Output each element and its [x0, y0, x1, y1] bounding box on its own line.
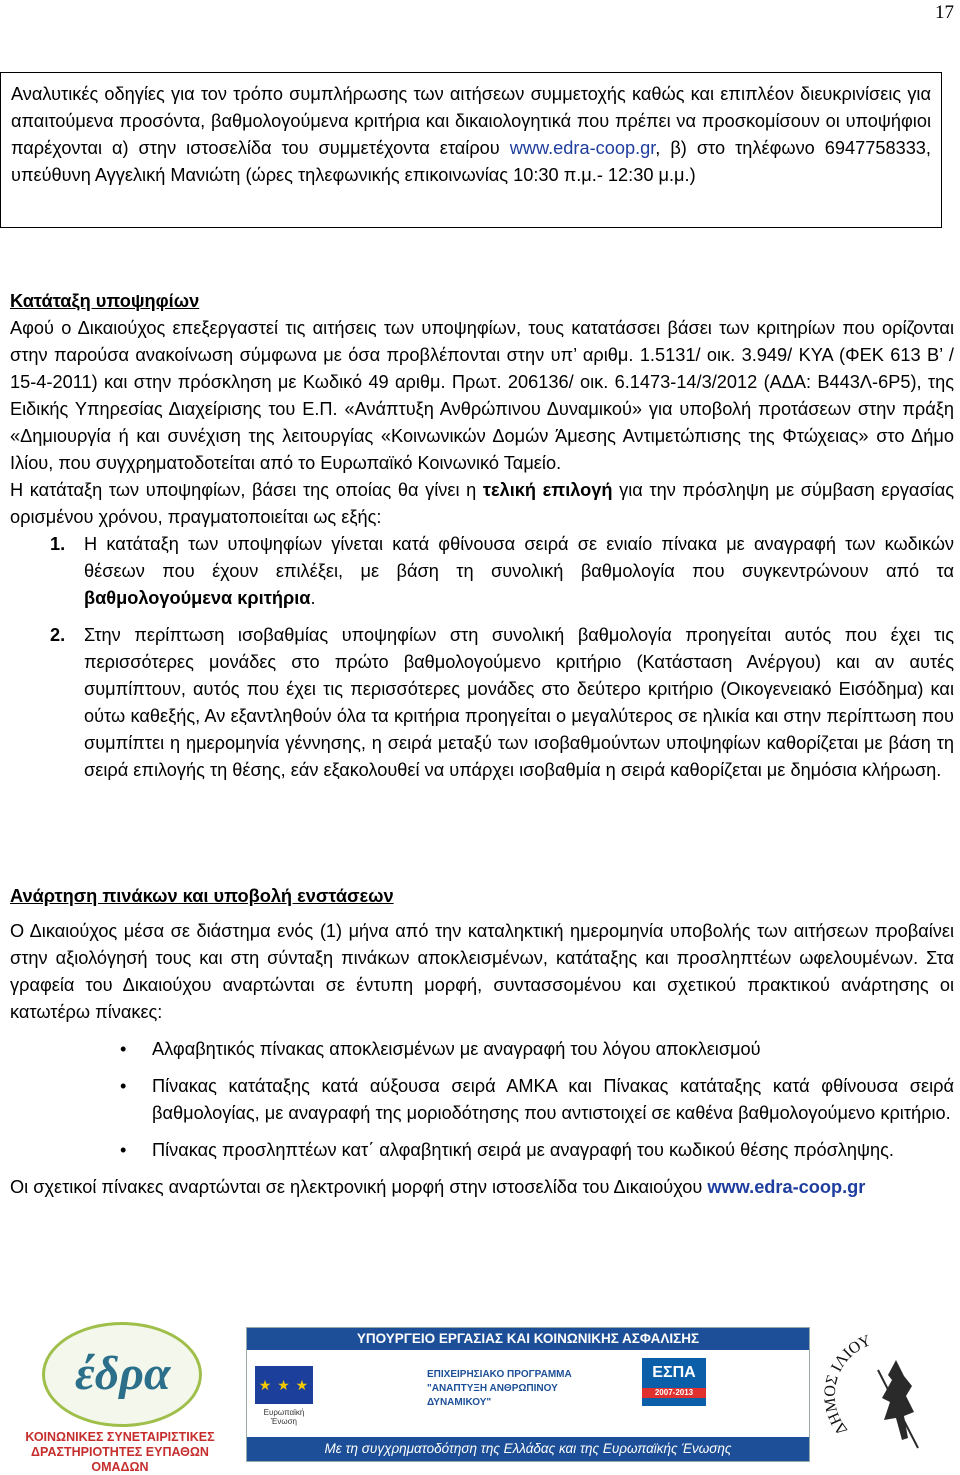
list-item — [10, 1073, 954, 1127]
footer-logos — [0, 1320, 960, 1475]
intro-box — [0, 72, 942, 228]
posting-paragraph: Ο Δικαιούχος μέσα σε διάστημα ενός (1) μήνα από την καταληκτική ημερομηνία υποβολής των αιτήσεων προβαίνει στην αξιολόγησή τους και στη σύνταξη πινάκων αποκλεισμένων, κατάταξης και προσληπτέων ωφελουμένων. Στα γραφεία του Δικαιούχου αναρτώνται σε έντυπη μορφή, συντασσομένου και σχετικού πρακτικού ανάρτησης οι κατωτέρω πίνακες: — [10, 921, 954, 1022]
tables-list — [10, 1036, 954, 1164]
list-item-text: Πίνακας προσληπτέων κατ΄ αλφαβητική σειρά με αναγραφή του κωδικού θέσης πρόσληψης. — [152, 1140, 894, 1160]
dimos-text: ΔΗΜΟΣ ΙΛΙΟΥ — [821, 1332, 874, 1438]
edra-website-link-bold[interactable]: www.edra-coop.gr — [707, 1177, 866, 1197]
intro-text-2: , β) στο τηλέφωνο 6947758333, υπεύθυνη Αγγελική Μανιώτη (ώρες τηλεφωνικής επικοινωνίας 10:30 π.μ.- 12:30 μ.μ.) — [11, 138, 931, 185]
edra-website-link[interactable]: www.edra-coop.gr — [509, 138, 656, 158]
dimos-arc-text — [822, 1332, 875, 1438]
bullet-icon: • — [120, 1140, 127, 1160]
final-selection-bold: τελική επιλογή — [482, 480, 613, 500]
dimos-iliou-logo — [818, 1320, 958, 1470]
list-item — [10, 531, 954, 612]
edra-caption-line-2: ΔΡΑΣΤΗΡΙΟΤΗΤΕΣ ΕΥΠΑΘΩΝ ΟΜΑΔΩΝ — [31, 1445, 209, 1474]
section-posting — [10, 883, 954, 1201]
ranking-paragraph-2-post: για την πρόσληψη με σύμβαση εργασίας ορισμένου χρόνου, πραγματοποιείται ως εξής: — [10, 480, 954, 527]
edra-logo — [5, 1322, 235, 1474]
bullet-icon: • — [120, 1076, 127, 1096]
section-heading-posting: Ανάρτηση πινάκων και υποβολή ενστάσεων — [10, 886, 394, 906]
page-number: 17 — [935, 2, 954, 23]
ranking-rules-list — [10, 531, 954, 784]
espa-years: 2007-2013 — [642, 1388, 706, 1398]
list-number: 1. — [50, 534, 66, 554]
list-item — [10, 1137, 954, 1164]
scored-criteria-bold: βαθμολογούμενα κριτήρια — [84, 588, 311, 608]
cofunding-footer: Με τη συγχρηματοδότηση της Ελλάδας και της Ευρωπαϊκής Ένωσης — [247, 1437, 809, 1461]
list-item-text: Αλφαβητικός πίνακας αποκλεισμένων με αναγραφή του λόγου αποκλεισμού — [152, 1039, 761, 1059]
eu-flag-icon: ★ ★ ★ — [255, 1366, 313, 1404]
warrior-figure-icon — [882, 1360, 914, 1440]
ranking-paragraph-2 — [10, 477, 954, 531]
edra-caption — [5, 1430, 235, 1475]
ministry-banner: ΥΠΟΥΡΓΕΙΟ ΕΡΓΑΣΙΑΣ ΚΑΙ ΚΟΙΝΩΝΙΚΗΣ ΑΣΦΑΛΙΣΗΣ — [247, 1328, 809, 1350]
op-line-2: "ΑΝΑΠΤΥΞΗ ΑΝΘΡΩΠΙΝΟΥ ΔΥΝΑΜΙΚΟΥ" — [427, 1383, 558, 1408]
section-ranking — [10, 288, 954, 784]
espa-text: ΕΣΠΑ — [652, 1364, 696, 1381]
espa-logo — [642, 1358, 706, 1406]
closing-text: Οι σχετικοί πίνακες αναρτώνται σε ηλεκτρονική μορφή στην ιστοσελίδα του Δικαιούχου — [10, 1177, 708, 1197]
list-item — [10, 622, 954, 784]
list-number: 2. — [50, 625, 66, 645]
edra-caption-line-1: ΚΟΙΝΩΝΙΚΕΣ ΣΥΝΕΤΑΙΡΙΣΤΙΚΕΣ — [25, 1430, 215, 1444]
intro-text-1: Αναλυτικές οδηγίες για τον τρόπο συμπλήρωσης των αιτήσεων συμμετοχής καθώς και επιπλέον διευκρινίσεις για απαιτούμενα προσόντα, βαθμολογούμενα κριτήρια και δικαιολογητικά που πρέπει να προσκομίσουν οι υποψήφιοι παρέχονται α) στην ιστοσελίδα του συμμετέχοντα εταίρου — [11, 84, 931, 158]
eu-caption: Ευρωπαϊκή Ένωση — [263, 1408, 305, 1426]
edra-wordmark: έδρα — [75, 1347, 171, 1400]
list-item-text: Στην περίπτωση ισοβαθμίας υποψηφίων στη συνολική βαθμολογία προηγείται αυτός που έχει τις περισσότερες μονάδες στο πρώτο βαθμολογούμενο κριτήριο (Κατάσταση Ανέργου) και αν αυτές συμπίπτουν, αυτός που έχει τις περισσότερες μονάδες στο δεύτερο κριτήριο (Οικογενειακό Εισόδημα) και ούτω καθεξής, Αν εξαντληθούν όλα τα κριτήρια προηγείται ο μεγαλύτερος σε ηλικία και στην περίπτωση που συμπίπτει η ημερομηνία γέννησης, η σειρά μεταξύ των ισοβαθμούντων υποψηφίων καθορίζεται με βάση τη σειρά επιλογής τη θέσης, εάν εξακολουθεί να υπάρχει ισοβαθμία η σειρά καθορίζεται με δημόσια κλήρωση. — [84, 625, 954, 780]
list-item — [10, 1036, 954, 1063]
list-item-text-end: . — [310, 588, 316, 608]
list-item-text: Πίνακας κατάταξης κατά αύξουσα σειρά ΑΜΚΑ και Πίνακας κατάταξης κατά φθίνουσα σειρά βαθμολογίας, με αναγραφή της μοριοδότησης που αντιστοιχεί σε καθένα βαθμολογούμενο κριτήριο. — [152, 1076, 954, 1123]
closing-paragraph — [10, 1174, 954, 1201]
operational-programme-logo — [427, 1368, 617, 1408]
ranking-paragraph-1: Αφού ο Δικαιούχος επεξεργαστεί τις αιτήσεις των υποψηφίων, τους κατατάσσει βάσει των κριτηρίων που ορίζονται στην παρούσα ανακοίνωση σύμφωνα με όσα προβλέπονται στην υπ’ αριθμ. 1.5131/ οικ. 3.949/ ΚΥΑ (ΦΕΚ 613 Β’ / 15-4-2011) και στην πρόσκληση με Κωδικό 49 αριθμ. Πρωτ. 206136/ οικ. 6.1473-14/3/2012 (ΑΔΑ: Β443Λ-6Ρ5), της Ειδικής Υπηρεσίας Διαχείρισης του Ε.Π. «Ανάπτυξη Ανθρώπινου Δυναμικού» για υποβολή προτάσεων στην πράξη «Δημιουργία ή και συνέχιση της λειτουργίας «Κοινωνικών Δομών Άμεσης Αντιμετώπισης της Φτώχειας» στο Δήμο Ιλίου, που συγχρηματοδοτείται από το Ευρωπαϊκό Κοινωνικό Ταμείο. — [10, 318, 954, 473]
section-heading-ranking: Κατάταξη υποψηφίων — [10, 291, 200, 311]
ranking-paragraph-2-pre: Η κατάταξη των υποψηφίων, βάσει της οποίας θα γίνει η — [10, 480, 483, 500]
op-line-1: ΕΠΙΧΕΙΡΗΣΙΑΚΟ ΠΡΟΓΡΑΜΜΑ — [427, 1369, 572, 1380]
ministry-logo-panel — [246, 1327, 810, 1462]
list-item-text: Η κατάταξη των υποψηφίων γίνεται κατά φθίνουσα σειρά σε ενιαίο πίνακα με αναγραφή των κωδικών θέσεων που έχουν επιλέξει, με βάση τη συνολική βαθμολογία που συγκεντρώνουν από τα — [84, 534, 954, 581]
bullet-icon: • — [120, 1039, 127, 1059]
